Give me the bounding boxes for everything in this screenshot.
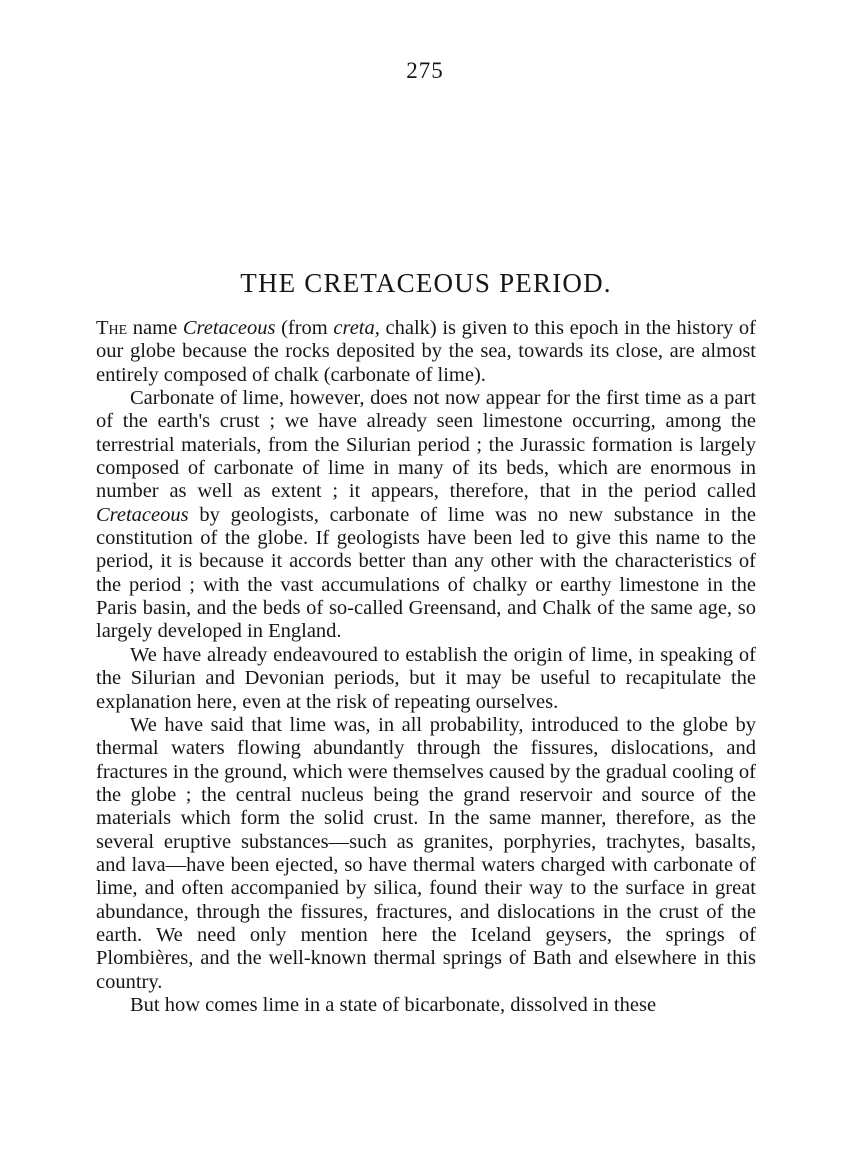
text-run: by geologists, carbonate of lime was no new substance in the constitution of the globe. If geologists have been led to give this name to the period, it is because it accords better than any other with the characteristics of the period ; with the vast accumulations of chalky or earthy limestone in the Paris basin, and the beds of so-called Greensand, and Chalk of the same age, so largely developed in England. [96,503,756,643]
body-text [96,317,756,1017]
paragraph [96,387,756,644]
text-run: But how comes lime in a state of bicarbonate, dissolved in these [130,993,657,1016]
text-run: chalk) is given to this epoch in the history of our globe because the rocks deposited by the sea, towards its close, are almost entirely composed of chalk (carbonate of lime). [96,317,756,386]
italic-term: creta, [333,317,380,339]
paragraph [96,994,756,1017]
paragraph [96,317,756,387]
chapter-title: THE CRETACEOUS PERIOD. [240,268,612,298]
page-number: 275 [406,58,444,83]
italic-term: Cretaceous [182,317,276,339]
paragraph [96,644,756,714]
text-run: We have said that lime was, in all probability, introduced to the globe by thermal waters flowing abundantly through the fissures, dislocations, and fractures in the ground, which were themselves caused by the gradual cooling of the globe ; the central nucleus being the grand reservoir and source of the materials which form the solid crust. In the same manner, therefore, as the several eruptive substances—such as granites, porphyries, trachytes, basalts, and lava—have been ejected, so have thermal waters charged with carbonate of lime, and often accompanied by silica, found their way to the surface in great abundance, through the fissures, fractures, and dislocations in the crust of the earth. We need only mention here the Iceland geysers, the springs of Plombières, and the well-known thermal springs of Bath and elsewhere in this country. [96,713,756,993]
text-run: name [127,317,183,339]
paragraph [96,714,756,994]
text-run: We have already endeavoured to establish the origin of lime, in speaking of the Silurian and Devonian periods, but it may be useful to recapitulate the explanation here, even at the risk of repeating ourselves. [96,643,756,713]
italic-term: Cretaceous [96,503,189,526]
paragraph-lead-word: The [96,317,128,339]
text-run: Carbonate of lime, however, does not now appear for the first time as a part of the earth's crust ; we have already seen limestone occurring, among the terrestrial materials, from the Silurian period ; the Jurassic formation is largely composed of carbonate of lime in many of its beds, which are enormous in number as well as extent ; it appears, therefore, that in the period called [96,387,756,503]
text-run: (from [275,317,334,339]
